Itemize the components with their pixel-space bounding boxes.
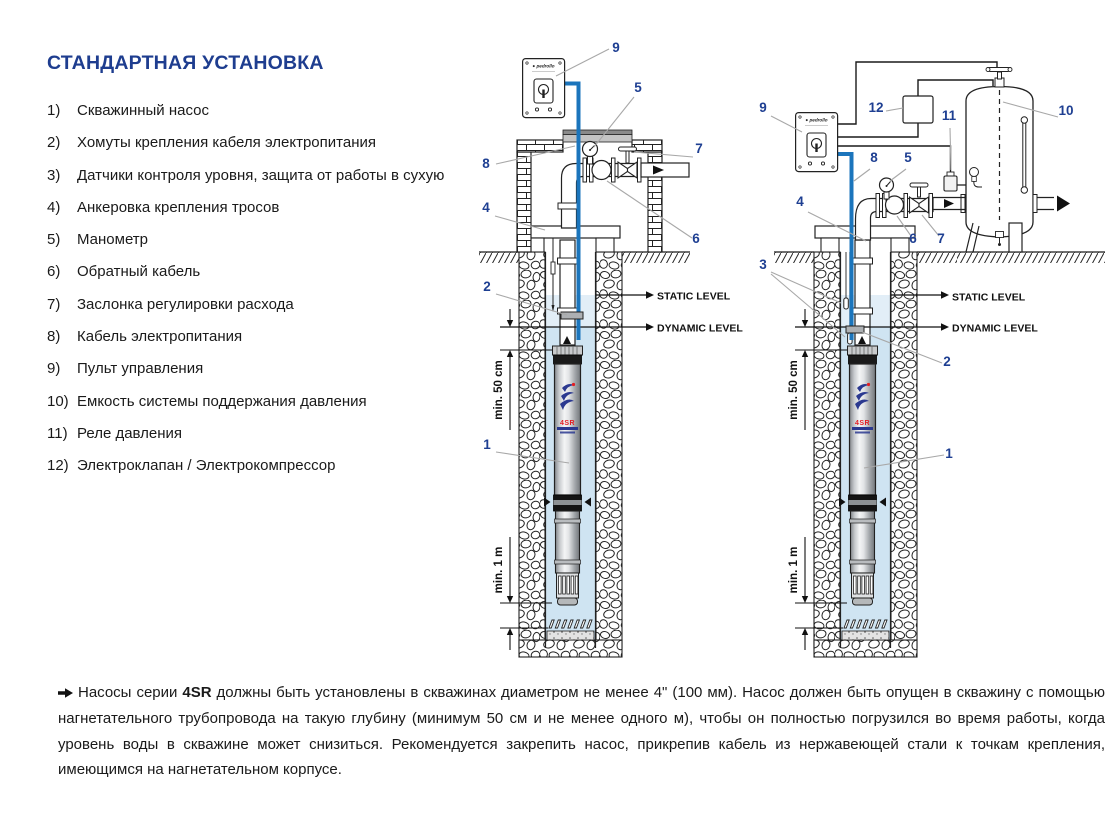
installation-diagram — [440, 15, 1109, 680]
callout-1: 1 — [483, 437, 491, 452]
legend-item-label: Кабель электропитания — [77, 328, 243, 346]
dynamic-level-label: DYNAMIC LEVEL — [657, 322, 743, 335]
legend-item-number: 2) — [47, 134, 61, 152]
legend-item — [47, 261, 477, 283]
legend-item — [47, 358, 477, 380]
legend-item — [47, 229, 477, 251]
legend-item-label: Датчики контроля уровня, защита от работы в сухую — [77, 166, 445, 184]
pressure-tank — [941, 68, 1070, 253]
pump-model-label: 4SR — [854, 420, 871, 427]
legend-item-number: 12) — [47, 457, 69, 475]
outlet-arrow — [1057, 196, 1070, 212]
callout-4: 4 — [796, 194, 804, 209]
legend-item-number: 10) — [47, 392, 69, 410]
legend-item-label: Пульт управления — [77, 360, 204, 378]
pressure-switch — [944, 172, 966, 191]
min-50cm-label: min. 50 cm — [788, 360, 800, 420]
legend-item-number: 9) — [47, 360, 61, 378]
cable-clamp — [561, 312, 583, 319]
callout-5: 5 — [904, 150, 912, 165]
callout-5: 5 — [634, 80, 642, 95]
legend-item — [47, 100, 477, 122]
panel-brand-label: ● pedrollo — [532, 63, 555, 69]
house-lid — [563, 130, 632, 142]
pressure-gauge — [880, 178, 894, 199]
static-level-label: STATIC LEVEL — [952, 291, 1026, 304]
installation-note — [58, 680, 1105, 783]
check-valve — [592, 161, 611, 180]
legend-item-label: Реле давления — [77, 424, 183, 442]
legend-item-label: Заслонка регулировки расхода — [77, 295, 294, 313]
legend-item-label: Электроклапан / Электрокомпрессор — [77, 457, 336, 475]
legend-item-label: Манометр — [77, 231, 149, 249]
min-1m-label: min. 1 m — [493, 546, 505, 594]
legend-item-label: Емкость системы поддержания давления — [77, 392, 367, 410]
static-level-label: STATIC LEVEL — [657, 290, 731, 303]
flow-arrow — [944, 199, 954, 208]
callout-2: 2 — [483, 279, 491, 294]
callout-4: 4 — [482, 200, 490, 215]
note-prefix: Насосы серии — [78, 684, 183, 701]
note-arrow-icon — [58, 688, 73, 698]
callout-2: 2 — [943, 354, 951, 369]
callout-6: 6 — [692, 231, 700, 246]
callout-11: 11 — [941, 108, 957, 123]
callout-9: 9 — [612, 40, 620, 55]
panel-brand-label: ● pedrollo — [805, 117, 828, 123]
legend-item-label: Хомуты крепления кабеля электропитания — [77, 134, 376, 152]
legend-item — [47, 455, 477, 477]
callout-1: 1 — [945, 446, 953, 461]
legend-item — [47, 197, 477, 219]
legend-item — [47, 165, 477, 187]
callout-7: 7 — [937, 231, 945, 246]
callout-6: 6 — [909, 231, 917, 246]
legend-item — [47, 294, 477, 316]
dynamic-level-label: DYNAMIC LEVEL — [952, 322, 1038, 335]
note-series: 4SR — [182, 684, 212, 701]
pump-model-label: 4SR — [559, 420, 576, 427]
min-50cm-label: min. 50 cm — [493, 360, 505, 420]
min-1m-label: min. 1 m — [788, 546, 800, 594]
legend-item-number: 3) — [47, 166, 61, 184]
legend-item-number: 4) — [47, 198, 61, 216]
legend-item — [47, 391, 477, 413]
callout-12: 12 — [868, 100, 884, 115]
legend-item — [47, 423, 477, 445]
callout-7: 7 — [695, 141, 703, 156]
callout-9: 9 — [759, 100, 767, 115]
legend-item-number: 7) — [47, 295, 61, 313]
electrovalve-box — [903, 96, 933, 123]
legend-item-number: 5) — [47, 231, 61, 249]
legend-item-number: 11) — [47, 424, 68, 442]
callout-10: 10 — [1058, 103, 1074, 118]
legend-item — [47, 132, 477, 154]
well-installation-left — [479, 40, 743, 657]
cable-clamp — [846, 326, 864, 333]
note-body: должны быть установлены в скважинах диаметром не менее 4" (100 мм). Насос должен быть опущен в скважину с помощью нагнетательного трубопровода на такую глубину (минимум 50 см и не менее одного м), чтобы он полностью погрузился во время работы, когда уровень воды в скважине может снизиться. Рекомендуется закрепить насос, прикрепив кабель из нержавеющей стали к точкам крепления, имеющимся на нагнетательном корпусе. — [58, 684, 1105, 779]
callout-3: 3 — [759, 257, 767, 272]
legend-item-label: Обратный кабель — [77, 263, 201, 281]
flange — [583, 158, 587, 182]
tank-valve — [986, 68, 1012, 80]
well-installation-right — [759, 62, 1105, 657]
parts-legend — [47, 100, 477, 488]
legend-item-number: 6) — [47, 263, 61, 281]
callout-8: 8 — [482, 156, 490, 171]
legend-item-number: 8) — [47, 328, 61, 346]
legend-item-number: 1) — [47, 102, 61, 119]
legend-item — [47, 326, 477, 348]
callout-8: 8 — [870, 150, 878, 165]
page-title: СТАНДАРТНАЯ УСТАНОВКА — [47, 52, 324, 74]
legend-item-label: Скважинный насос — [77, 102, 209, 119]
legend-item-label: Анкеровка крепления тросов — [77, 198, 280, 216]
